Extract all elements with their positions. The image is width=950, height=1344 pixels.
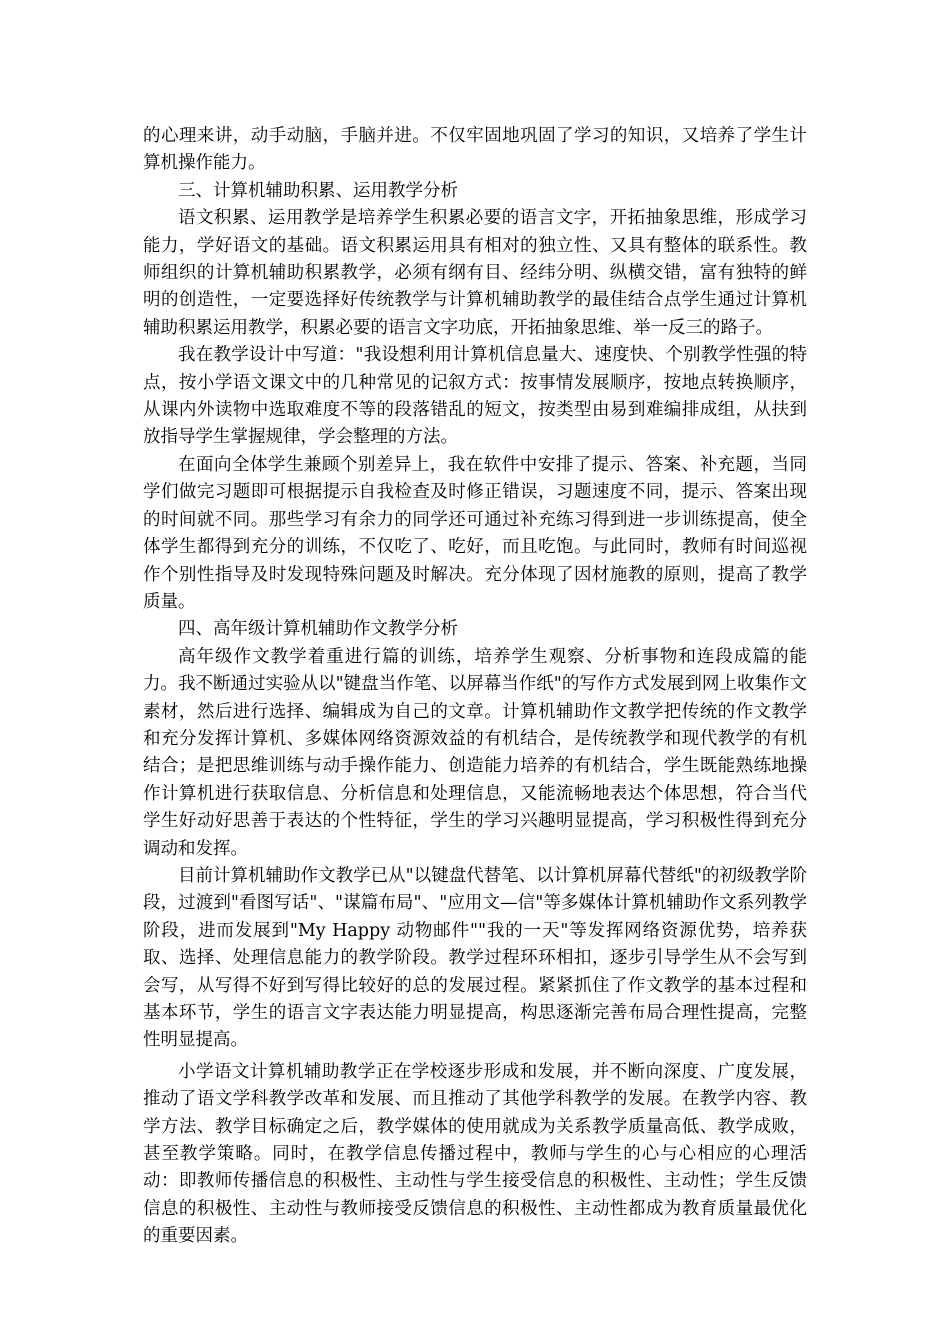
section-heading-3: 三、计算机辅助积累、运用教学分析 (178, 180, 458, 201)
paragraph: 小学语文计算机辅助教学正在学校逐步形成和发展，并不断向深度、广度发展，推动了语文学科教学改革和发展、而且推动了其他学科教学的发展。在教学内容、教学方法、教学目标确定之后，教学媒体的使用就成为关系教学质量高低、教学成败，甚至教学策略。同时，在教学信息传播过程中，教师与学生的心与心相应的心理活动：即教师传播信息的积极性、主动性与学生接受信息的积极性、主动性；学生反馈信息的积极性、主动性与教师接受反馈信息的积极性、主动性都成为教育质量最优化的重要因素。 (143, 1061, 807, 1247)
paragraph: 我在教学设计中写道："我设想利用计算机信息量大、速度快、个别教学性强的特点，按小学语文课文中的几种常见的记叙方式：按事情发展顺序，按地点转换顺序，从课内外读物中选取难度不等的段落错乱的短文，按类型由易到难编排成组，从扶到放指导学生掌握规律，学会整理的方法。 (143, 345, 807, 448)
paragraph: 在面向全体学生兼顾个别差异上，我在软件中安排了提示、答案、补充题，当同学们做完习题即可根据提示自我检查及时修正错误，习题速度不同，提示、答案出现的时间就不同。那些学习有余力的同学还可通过补充练习得到进一步训练提高，使全体学生都得到充分的训练，不仅吃了、吃好，而且吃饱。与此同时，教师有时间巡视作个别性指导及时发现特殊问题及时解决。充分体现了因材施教的原则，提高了教学质量。 (143, 454, 807, 612)
paragraph: 高年级作文教学着重进行篇的训练，培养学生观察、分析事物和连段成篇的能力。我不断通过实验从以"键盘当作笔、以屏幕当作纸"的写作方式发展到网上收集作文素材，然后进行选择、编辑成为自己的文章。计算机辅助作文教学把传统的作文教学和充分发挥计算机、多媒体网络资源效益的有机结合，是传统教学和现代教学的有机结合；是把思维训练与动手操作能力、创造能力培养的有机结合，学生既能熟练地操作计算机进行获取信息、分析信息和处理信息，又能流畅地表达个体思想，符合当代学生好动好思善于表达的个性特征，学生的学习兴趣明显提高，学习积极性得到充分调动和发挥。 (143, 646, 807, 859)
paragraph-continuation: 的心理来讲，动手动脑，手脑并进。不仅牢固地巩固了学习的知识，又培养了学生计算机操作能力。 (143, 126, 807, 174)
document-body (143, 123, 807, 1251)
paragraph: 语文积累、运用教学是培养学生积累必要的语言文字，开拓抽象思维，形成学习能力，学好语文的基础。语文积累运用具有相对的独立性、又具有整体的联系性。教师组织的计算机辅助积累教学，必须有纲有目、经纬分明、纵横交错，富有独特的鲜明的创造性，一定要选择好传统教学与计算机辅助教学的最佳结合点学生通过计算机辅助积累运用教学，积累必要的语言文字功底，开拓抽象思维、举一反三的路子。 (143, 208, 807, 338)
section-heading-4: 四、高年级计算机辅助作文教学分析 (178, 619, 458, 640)
paragraph: 目前计算机辅助作文教学已从"以键盘代替笔、以计算机屏幕代替纸"的初级教学阶段，过渡到"看图写话"、"谋篇布局"、"应用文—信"等多媒体计算机辅助作文系列教学阶段，进而发展到"My Happy 动物邮件""我的一天"等发挥网络资源优势，培养获取、选择、处理信息能力的教学阶段。教学过程环环相扣，逐步引导学生从不会写到会写，从写得不好到写得比较好的总的发展过程。紧紧抓住了作文教学的基本过程和基本环节，学生的语言文字表达能力明显提高，构思逐渐完善布局合理性提高，完整性明显提高。 (143, 865, 807, 1051)
